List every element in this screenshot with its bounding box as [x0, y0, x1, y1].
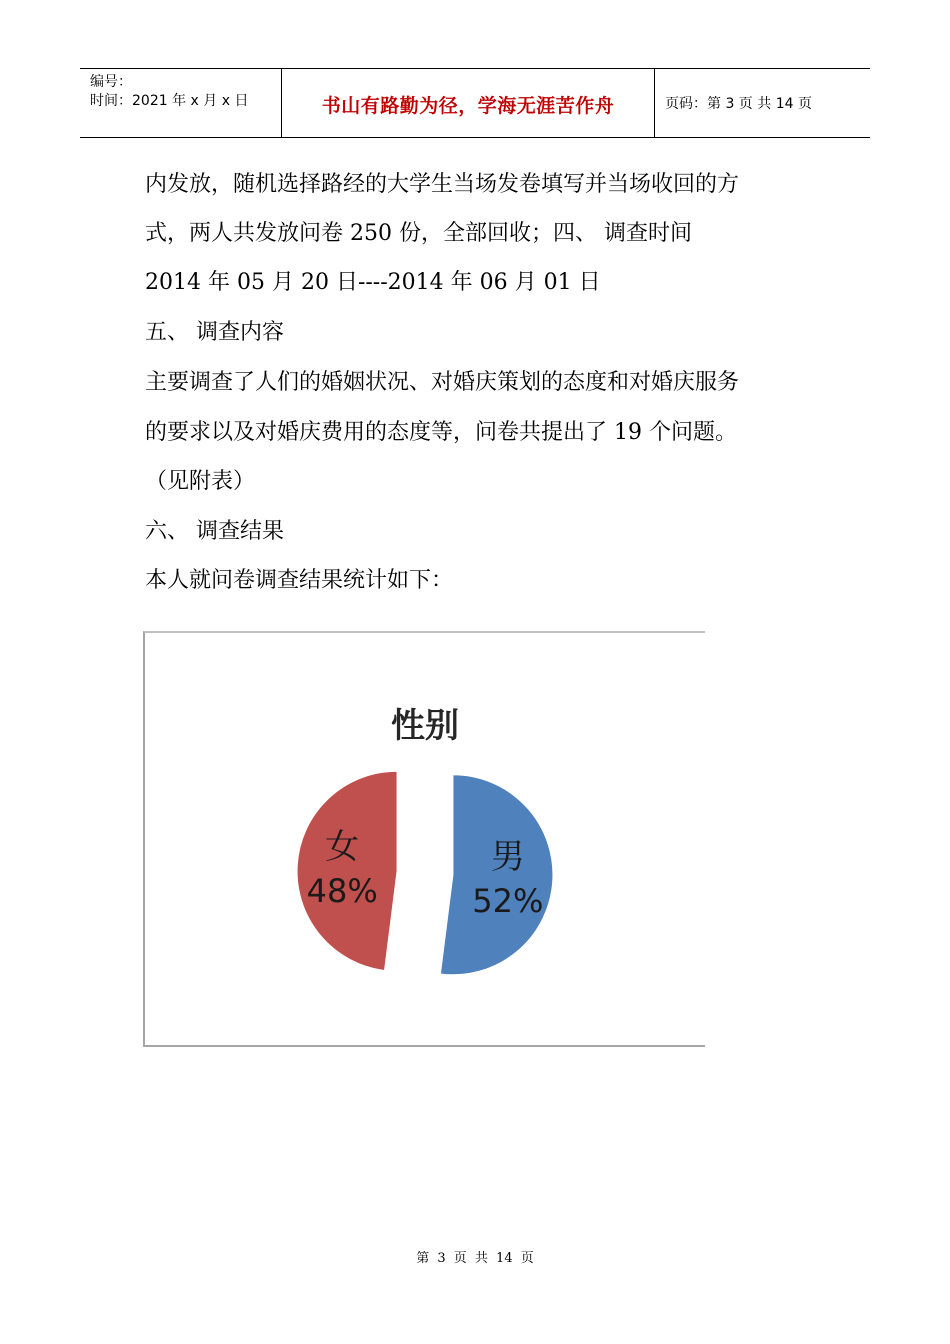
body-line-3: 2014 年 05 月 20 日----2014 年 06 月 01 日 — [145, 270, 601, 295]
page-header — [80, 68, 870, 138]
pie-slice-label-1: 女 — [325, 826, 360, 867]
motto-text: 书山有路勤为径，学海无涯苦作舟 — [321, 95, 615, 117]
body-line-5: 主要调查了人们的婚姻状况、对婚庆策划的态度和对婚庆服务 — [145, 370, 740, 395]
body-line-1: 内发放，随机选择路经的大学生当场发卷填写并当场收回的方 — [145, 172, 740, 197]
header-motto-cell — [282, 69, 655, 137]
pie-slice-value-1: 48% — [306, 871, 378, 910]
pie-slice-value-0: 52% — [472, 882, 544, 921]
body-line-6: 的要求以及对婚庆费用的态度等，问卷共提出了 19 个问题。 — [145, 420, 737, 445]
body-line-9: 本人就问卷调查结果统计如下： — [145, 568, 454, 593]
body-line-2: 式，两人共发放问卷 250 份，全部回收；四、 调查时间 — [145, 221, 692, 246]
section-heading-6: 六、 调查结果 — [145, 519, 284, 544]
appendix-note: （见附表） — [145, 469, 256, 494]
header-meta-cell — [80, 69, 282, 137]
page-info: 页码：第 3 页 共 14 页 — [665, 96, 812, 112]
number-label: 编号： — [90, 74, 132, 90]
page-footer: 第 3 页 共 14 页 — [416, 1251, 534, 1266]
pie-chart-canvas — [145, 633, 705, 1045]
gender-pie-chart — [143, 631, 705, 1047]
chart-title: 性别 — [391, 706, 459, 746]
date-label: 时间：2021 年 x 月 x 日 — [90, 93, 249, 109]
section-heading-5: 五、 调查内容 — [145, 320, 284, 345]
pie-slice-label-0: 男 — [490, 837, 525, 878]
header-page-cell — [655, 69, 870, 137]
